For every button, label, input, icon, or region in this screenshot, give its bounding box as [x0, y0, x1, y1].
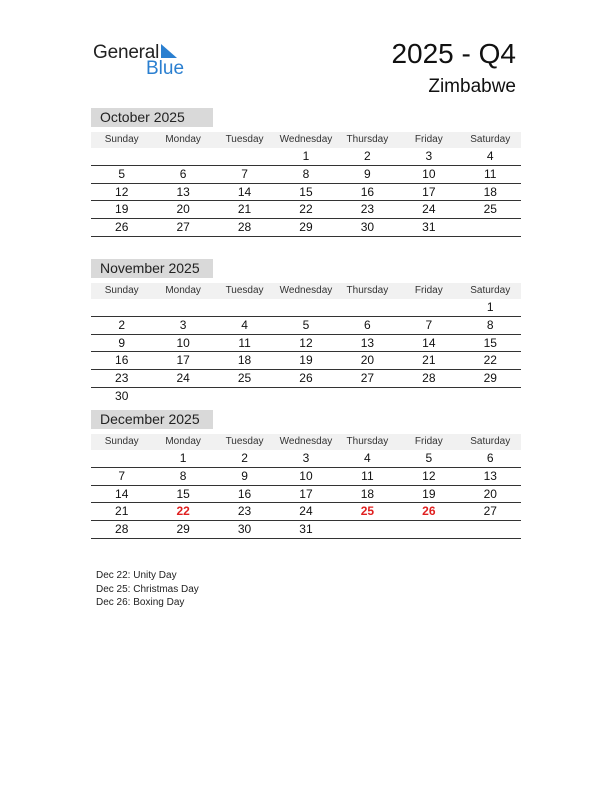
day-cell: 1 — [486, 300, 494, 314]
day-cell: 6 — [364, 317, 371, 332]
weekday-label: Saturday — [470, 134, 511, 145]
day-cell: 11 — [361, 468, 374, 483]
day-cell: 15 — [299, 184, 313, 199]
day-cell: 17 — [176, 353, 190, 368]
day-cell: 14 — [237, 184, 252, 199]
day-cell: 25 — [237, 371, 252, 386]
day-cell: 19 — [299, 353, 313, 368]
weekday-header-row — [91, 434, 521, 450]
day-cell: 5 — [425, 451, 433, 465]
day-cell: 8 — [179, 468, 187, 483]
day-cell: 7 — [241, 166, 248, 181]
week-row — [91, 317, 521, 335]
weekday-label: Tuesday — [225, 134, 264, 145]
weekday-label: Saturday — [470, 436, 511, 447]
day-cell: 31 — [299, 522, 313, 537]
day-cell: 28 — [237, 220, 252, 235]
country-name: Zimbabwe — [428, 76, 516, 97]
day-cell: 21 — [237, 202, 252, 217]
week-row — [91, 335, 521, 353]
day-cell: 22 — [483, 353, 497, 368]
weekday-label: Tuesday — [225, 436, 264, 447]
day-cell: 17 — [299, 486, 313, 501]
holiday-note: Dec 26: Boxing Day — [96, 597, 185, 608]
weekday-label: Thursday — [346, 134, 389, 145]
holiday-note: Dec 22: Unity Day — [96, 570, 177, 581]
holiday-note: Dec 25: Christmas Day — [96, 583, 199, 595]
day-cell: 29 — [176, 522, 190, 537]
day-cell: 2 — [364, 149, 371, 163]
day-cell: 22 — [299, 202, 313, 217]
day-cell: 23 — [115, 371, 129, 386]
day-cell — [152, 299, 213, 316]
day-cell: 16 — [237, 486, 252, 501]
day-cell — [337, 521, 398, 538]
week-row — [91, 388, 521, 405]
weekday-label: Thursday — [346, 285, 389, 296]
day-cell: 13 — [176, 184, 190, 199]
day-cell — [91, 148, 152, 165]
weekday-label: Wednesday — [279, 285, 333, 296]
day-cell: 16 — [360, 184, 375, 199]
day-cell: 22 — [176, 504, 190, 519]
weekday-label: Thursday — [346, 436, 389, 447]
day-cell — [460, 521, 521, 538]
day-cell: 24 — [422, 202, 436, 217]
day-cell: 18 — [483, 184, 497, 199]
day-cell — [214, 299, 275, 316]
day-cell: 9 — [118, 335, 126, 350]
day-cell: 28 — [115, 522, 129, 537]
day-cell — [152, 388, 213, 405]
month-december — [91, 410, 521, 539]
weekday-label: Sunday — [104, 285, 139, 296]
day-cell: 2 — [118, 317, 126, 332]
day-cell: 28 — [422, 371, 436, 386]
holiday-notes — [96, 569, 199, 610]
day-cell: 31 — [422, 220, 436, 235]
page-title: 2025 - Q4 — [391, 38, 516, 69]
week-row — [91, 201, 521, 219]
day-cell: 12 — [115, 184, 129, 199]
day-cell: 6 — [179, 166, 187, 181]
day-cell: 18 — [237, 353, 252, 368]
day-cell: 24 — [176, 371, 190, 386]
day-cell: 12 — [422, 468, 436, 483]
day-cell: 8 — [486, 317, 494, 332]
day-cell: 3 — [179, 317, 187, 332]
month-october — [91, 108, 521, 237]
day-cell: 3 — [302, 451, 310, 465]
day-cell: 8 — [302, 166, 310, 181]
day-cell: 13 — [360, 335, 375, 350]
month-header: November 2025 — [91, 259, 213, 278]
day-cell: 26 — [299, 371, 313, 386]
day-cell: 17 — [422, 184, 436, 199]
day-cell: 26 — [422, 504, 436, 519]
week-row — [91, 450, 521, 468]
day-cell — [460, 219, 521, 236]
day-cell — [398, 521, 459, 538]
week-row — [91, 148, 521, 166]
day-cell: 14 — [422, 335, 436, 350]
week-row — [91, 503, 521, 521]
week-row — [91, 299, 521, 317]
day-cell — [337, 388, 398, 405]
day-cell: 30 — [115, 388, 129, 403]
weekday-label: Monday — [165, 134, 201, 145]
day-cell — [152, 148, 213, 165]
day-cell: 12 — [299, 335, 313, 350]
day-cell: 15 — [483, 335, 497, 350]
weekday-label: Friday — [414, 285, 443, 296]
day-cell: 19 — [115, 202, 129, 217]
weekday-header-row — [91, 283, 521, 299]
day-cell — [214, 148, 275, 165]
day-cell: 29 — [483, 371, 497, 386]
day-cell: 7 — [425, 317, 433, 332]
day-cell: 20 — [483, 486, 497, 501]
day-cell: 5 — [118, 166, 126, 181]
day-cell — [91, 450, 152, 467]
weekday-label: Saturday — [470, 285, 511, 296]
month-header: October 2025 — [91, 108, 213, 127]
weekday-label: Friday — [414, 134, 443, 145]
weekday-label: Sunday — [104, 436, 139, 447]
day-cell: 3 — [425, 149, 433, 163]
day-cell — [275, 388, 336, 405]
day-cell: 9 — [241, 468, 248, 483]
week-row — [91, 468, 521, 486]
logo — [93, 40, 193, 80]
week-row — [91, 521, 521, 539]
day-cell: 10 — [299, 468, 313, 483]
day-cell — [398, 388, 459, 405]
day-cell: 15 — [176, 486, 190, 501]
day-cell — [460, 388, 521, 405]
day-cell — [275, 299, 336, 316]
weekday-header-row — [91, 132, 521, 148]
day-cell: 4 — [486, 149, 494, 163]
day-cell: 2 — [241, 451, 248, 465]
logo-general-text: General — [93, 42, 160, 63]
day-cell: 24 — [299, 504, 313, 519]
day-cell: 14 — [115, 486, 129, 501]
week-row — [91, 352, 521, 370]
day-cell: 1 — [302, 149, 310, 163]
day-cell: 10 — [176, 335, 190, 350]
weekday-label: Tuesday — [225, 285, 264, 296]
day-cell: 9 — [364, 166, 371, 181]
logo-triangle-icon — [161, 44, 177, 58]
month-november — [91, 259, 521, 405]
day-cell — [337, 299, 398, 316]
day-cell: 4 — [364, 451, 371, 465]
weekday-label: Monday — [165, 436, 201, 447]
day-cell — [398, 299, 459, 316]
week-row — [91, 166, 521, 184]
week-row — [91, 219, 521, 237]
day-cell: 10 — [422, 166, 436, 181]
logo-blue-text: Blue — [146, 58, 185, 79]
day-cell — [91, 299, 152, 316]
day-cell: 20 — [176, 202, 190, 217]
day-cell: 27 — [176, 220, 190, 235]
day-cell: 5 — [302, 317, 310, 332]
weekday-label: Wednesday — [279, 134, 333, 145]
day-cell — [214, 388, 275, 405]
day-cell: 18 — [360, 486, 375, 501]
week-row — [91, 370, 521, 388]
day-cell: 20 — [360, 353, 375, 368]
day-cell: 21 — [115, 504, 129, 519]
day-cell: 7 — [118, 468, 126, 483]
day-cell: 23 — [360, 202, 375, 217]
day-cell: 11 — [484, 166, 497, 181]
day-cell: 26 — [115, 220, 129, 235]
weekday-label: Wednesday — [279, 436, 333, 447]
day-cell: 27 — [360, 371, 375, 386]
day-cell: 29 — [299, 220, 313, 235]
day-cell: 16 — [115, 353, 129, 368]
day-cell: 27 — [483, 504, 497, 519]
day-cell: 6 — [486, 451, 494, 465]
month-header: December 2025 — [91, 410, 213, 429]
day-cell: 30 — [237, 522, 252, 537]
day-cell: 4 — [241, 317, 248, 332]
day-cell: 19 — [422, 486, 436, 501]
day-cell: 11 — [238, 335, 251, 350]
weekday-label: Friday — [414, 436, 443, 447]
day-cell: 25 — [360, 504, 375, 519]
week-row — [91, 486, 521, 504]
day-cell: 25 — [483, 202, 497, 217]
day-cell: 1 — [179, 451, 187, 465]
day-cell: 23 — [237, 504, 252, 519]
day-cell: 21 — [422, 353, 436, 368]
week-row — [91, 184, 521, 202]
weekday-label: Monday — [165, 285, 201, 296]
weekday-label: Sunday — [104, 134, 139, 145]
day-cell: 30 — [360, 220, 375, 235]
day-cell: 13 — [483, 468, 497, 483]
